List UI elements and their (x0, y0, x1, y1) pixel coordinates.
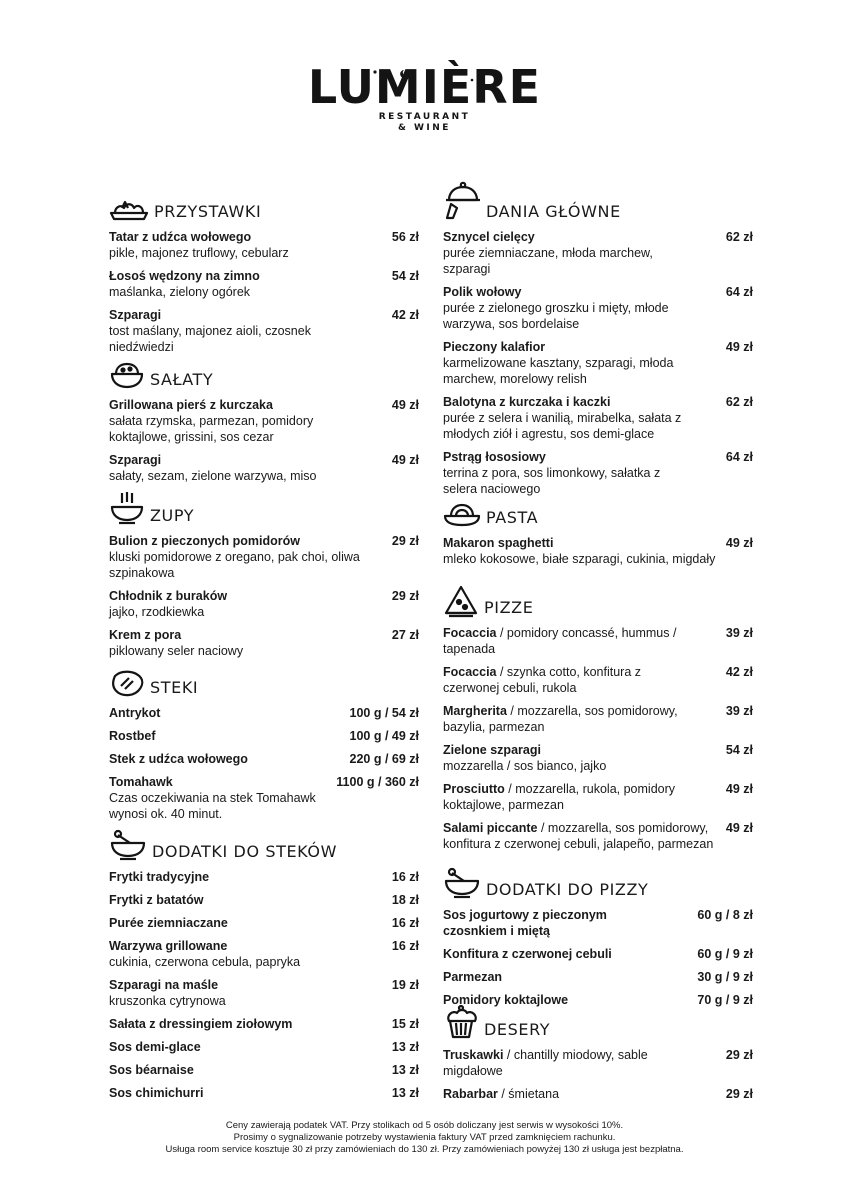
item-description: / pomidory concassé, hummus / tapenada (443, 626, 677, 656)
menu-item (109, 1085, 419, 1101)
item-description: pikle, majonez truflowy, cebularz (109, 246, 289, 260)
item-description: / mozzarella, rukola, pomidory koktajlowe, parmezan (443, 782, 676, 812)
item-description: kruszonka cytrynowa (109, 994, 226, 1008)
item-price: 13 zł (391, 1040, 419, 1054)
menu-item (109, 268, 419, 300)
item-name: Chłodnik z buraków (109, 589, 228, 603)
item-price: 39 zł (725, 704, 753, 718)
item-description: purée z selera i wanilią, mirabelka, sałata z młodych ziół i agrestu, sos demi-glace (443, 411, 682, 441)
item-name (443, 703, 718, 735)
item-description: sałaty, sezam, zielone warzywa, miso (109, 469, 317, 483)
section-header (109, 190, 419, 222)
item-price: 54 zł (391, 269, 419, 283)
menu-item (443, 1086, 753, 1102)
item-price: 13 zł (391, 1086, 419, 1100)
item-title: Salami piccante (443, 821, 538, 835)
item-title: Rabarbar (443, 1087, 498, 1101)
cupcake-icon (443, 1004, 479, 1040)
item-name (443, 1047, 693, 1079)
item-name: Szparagi (109, 308, 162, 322)
item-price: 100 g / 49 zł (349, 729, 419, 743)
section-title: DESERY (484, 1020, 551, 1039)
item-price: 16 zł (391, 916, 419, 930)
menu-item (109, 627, 419, 659)
section-title: DODATKI DO PIZZY (486, 880, 649, 899)
item-price: 42 zł (725, 665, 753, 679)
menu-item (443, 229, 753, 277)
item-description: / mozzarella, sos pomidorowy, bazylia, parmezan (443, 704, 678, 734)
item-name: Stek z udźca wołowego (109, 752, 248, 766)
brand-logo (0, 62, 849, 134)
section-przystawki (109, 190, 419, 355)
item-description: cukinia, czerwona cebula, papryka (109, 955, 301, 969)
item-name: Szparagi (109, 453, 162, 467)
section-header (443, 496, 753, 528)
item-name: Sos béarnaise (109, 1063, 194, 1077)
item-price: 49 zł (725, 536, 753, 550)
item-price: 49 zł (391, 398, 419, 412)
item-description: terrina z pora, sos limonkowy, sałatka z selera naciowego (443, 466, 661, 496)
section-pizze (443, 582, 753, 852)
item-name: Zielone szparagi (443, 743, 541, 757)
item-price: 39 zł (725, 626, 753, 640)
item-price: 1100 g / 360 zł (336, 775, 419, 789)
menu-item (443, 907, 753, 939)
item-name: Sos chimichurri (109, 1086, 204, 1100)
item-price: 54 zł (725, 743, 753, 757)
section-title: DANIA GŁÓWNE (486, 202, 621, 221)
section-header (443, 864, 753, 900)
item-description: tost maślany, majonez aioli, czosnek niedźwiedzi (109, 324, 311, 354)
section-title: PASTA (486, 508, 539, 527)
item-name: Grillowana pierś z kurczaka (109, 398, 273, 412)
item-name: Purée ziemniaczane (109, 916, 228, 930)
item-price: 30 g / 9 zł (697, 970, 753, 984)
item-description: maślanka, zielony ogórek (109, 285, 251, 299)
item-description: karmelizowane kasztany, szparagi, młoda marchew, morelowy relish (443, 356, 674, 386)
menu-item (443, 339, 753, 387)
item-description: piklowany seler naciowy (109, 644, 244, 658)
menu-item (109, 452, 419, 484)
section-steki (109, 666, 419, 822)
item-name: Makaron spaghetti (443, 536, 554, 550)
item-name: Warzywa grillowane (109, 939, 228, 953)
item-name: Balotyna z kurczaka i kaczki (443, 395, 611, 409)
item-price: 49 zł (725, 821, 753, 835)
menu-item (109, 307, 419, 355)
menu-item (109, 397, 419, 445)
item-name: Antrykot (109, 706, 161, 720)
item-price: 49 zł (725, 782, 753, 796)
item-name (443, 820, 715, 852)
menu-item (109, 751, 419, 767)
section-dodatki-do-pizzy (443, 864, 753, 1008)
menu-item (109, 915, 419, 931)
item-title: Prosciutto (443, 782, 505, 796)
menu-item (443, 703, 753, 735)
menu-item (443, 1047, 753, 1079)
section-dodatki-do-stekow (109, 826, 419, 1101)
item-name: Frytki tradycyjne (109, 870, 210, 884)
item-description: Czas oczekiwania na stek Tomahawk wynosi ok. 40 minut. (109, 791, 316, 821)
item-price: 60 g / 8 zł (697, 908, 753, 922)
item-name: Konfitura z czerwonej cebuli (443, 947, 612, 961)
item-price: 29 zł (725, 1048, 753, 1062)
item-title: Focaccia (443, 665, 497, 679)
item-price: 60 g / 9 zł (697, 947, 753, 961)
footer-notes (0, 1120, 849, 1156)
item-description: purée z zielonego groszku i mięty, młode warzywa, sos bordelaise (443, 301, 669, 331)
item-price: 29 zł (391, 534, 419, 548)
brand-tagline-1: RESTAURANT (378, 112, 471, 122)
item-description: jajko, rzodkiewka (109, 605, 205, 619)
section-header (443, 1004, 753, 1040)
menu-item (443, 946, 753, 962)
side-dish-bowl-icon (109, 826, 147, 862)
section-zupy (109, 490, 419, 659)
menu-item (443, 284, 753, 332)
item-description: purée ziemniaczane, młoda marchew, szparagi (443, 246, 653, 276)
menu-item (109, 977, 419, 1009)
menu-item (109, 229, 419, 261)
item-price: 64 zł (725, 285, 753, 299)
item-name: Bulion z pieczonych pomidorów (109, 534, 300, 548)
item-price: 18 zł (391, 893, 419, 907)
item-price: 15 zł (391, 1017, 419, 1031)
menu-item (443, 781, 753, 813)
section-header (109, 358, 419, 390)
brand-name: LUMIÈRE (307, 60, 542, 114)
item-name: Rostbef (109, 729, 156, 743)
section-header (443, 180, 753, 222)
menu-item (443, 535, 753, 567)
item-price: 42 zł (391, 308, 419, 322)
appetizer-board-icon (109, 196, 149, 222)
item-name (443, 625, 713, 657)
item-price: 49 zł (391, 453, 419, 467)
item-description: kluski pomidorowe z oregano, pak choi, oliwa szpinakowa (109, 550, 360, 580)
menu-item (109, 869, 419, 885)
steak-icon (109, 668, 145, 698)
item-price: 62 zł (725, 395, 753, 409)
menu-item (443, 820, 753, 852)
item-name: Tatar z udźca wołowego (109, 230, 252, 244)
footer-line: Ceny zawierają podatek VAT. Przy stolikach od 5 osób doliczany jest serwis w wysokości 10%. (225, 1120, 624, 1131)
item-name (443, 781, 715, 813)
item-name: Pieczony kalafior (443, 340, 546, 354)
item-price: 49 zł (725, 340, 753, 354)
menu-item (443, 969, 753, 985)
menu-item (443, 742, 753, 774)
item-price: 29 zł (391, 589, 419, 603)
footer-line: Prosimy o sygnalizowanie potrzeby wystawienia faktury VAT przed zamknięciem rachunku. (233, 1132, 616, 1143)
item-title: Margherita (443, 704, 507, 718)
item-name: Sos demi-glace (109, 1040, 201, 1054)
item-price: 27 zł (391, 628, 419, 642)
item-price: 100 g / 54 zł (349, 706, 419, 720)
side-dish-bowl-icon (443, 864, 481, 900)
section-desery (443, 1004, 753, 1102)
item-description: sałata rzymska, parmezan, pomidory koktajlowe, grissini, sos cezar (109, 414, 314, 444)
item-price: 220 g / 69 zł (349, 752, 419, 766)
menu-item (443, 394, 753, 442)
menu-item (443, 625, 753, 657)
menu-item (109, 705, 419, 721)
section-salaty (109, 358, 419, 484)
section-header (443, 582, 753, 618)
item-name: Parmezan (443, 970, 503, 984)
item-name: Pomidory koktajlowe (443, 993, 569, 1007)
item-price: 16 zł (391, 939, 419, 953)
pizza-slice-icon (443, 584, 479, 618)
item-description: / chantilly miodowy, sable migdałowe (443, 1048, 648, 1078)
item-name (443, 1086, 559, 1102)
item-description: / szynka cotto, konfitura z czerwonej cebuli, rukola (443, 665, 642, 695)
menu-item (109, 892, 419, 908)
section-title: SAŁATY (150, 370, 214, 389)
item-price: 19 zł (391, 978, 419, 992)
menu-item (109, 774, 419, 822)
item-price: 13 zł (391, 1063, 419, 1077)
footer-line: Usługa room service kosztuje 30 zł przy zamówieniach do 130 zł. Przy zamówieniach powyżej 130 zł usługa jest bezpłatna. (165, 1144, 684, 1155)
menu-item (443, 449, 753, 497)
item-name (443, 664, 673, 696)
item-description: mozzarella / sos bianco, jajko (443, 759, 607, 773)
brand-tagline-2: & WINE (398, 123, 451, 133)
section-header (109, 490, 419, 526)
section-title: PIZZE (484, 598, 534, 617)
item-name: Frytki z batatów (109, 893, 204, 907)
section-header (109, 666, 419, 698)
item-price: 16 zł (391, 870, 419, 884)
item-name: Pstrąg łososiowy (443, 450, 546, 464)
menu-item (109, 1062, 419, 1078)
section-title: DODATKI DO STEKÓW (152, 842, 337, 861)
item-title: Truskawki (443, 1048, 504, 1062)
section-dania-glowne (443, 180, 753, 497)
menu-item (109, 588, 419, 620)
menu-item (443, 664, 753, 696)
pasta-plate-icon (443, 498, 481, 528)
salad-bowl-icon (109, 358, 145, 390)
menu-item (109, 533, 419, 581)
section-title: STEKI (150, 678, 199, 697)
menu-item (109, 1016, 419, 1032)
item-price: 64 zł (725, 450, 753, 464)
item-price: 29 zł (725, 1087, 753, 1101)
item-name: Łosoś wędzony na zimno (109, 269, 260, 283)
item-description: / śmietana (497, 1087, 560, 1101)
item-name: Sałata z dressingiem ziołowym (109, 1017, 293, 1031)
item-title: Focaccia (443, 626, 497, 640)
soup-bowl-icon (109, 490, 145, 526)
section-pasta (443, 496, 753, 567)
item-description: / mozzarella, sos pomidorowy, konfitura z czerwonej cebuli, jalapeño, parmezan (443, 821, 714, 851)
menu-item (109, 938, 419, 970)
item-price: 62 zł (725, 230, 753, 244)
item-name: Sos jogurtowy z pieczonym czosnkiem i miętą (443, 908, 607, 938)
menu-item (109, 728, 419, 744)
item-name: Polik wołowy (443, 285, 522, 299)
item-name: Krem z pora (109, 628, 182, 642)
section-title: ZUPY (150, 506, 195, 525)
item-name: Szparagi na maśle (109, 978, 219, 992)
section-header (109, 826, 419, 862)
item-price: 70 g / 9 zł (697, 993, 753, 1007)
item-price: 56 zł (391, 230, 419, 244)
item-name: Sznycel cielęcy (443, 230, 535, 244)
item-name: Tomahawk (109, 775, 173, 789)
item-description: mleko kokosowe, białe szparagi, cukinia, migdały (443, 552, 716, 566)
menu-item (109, 1039, 419, 1055)
section-title: PRZYSTAWKI (154, 202, 262, 221)
cloche-waiter-icon (443, 180, 481, 222)
